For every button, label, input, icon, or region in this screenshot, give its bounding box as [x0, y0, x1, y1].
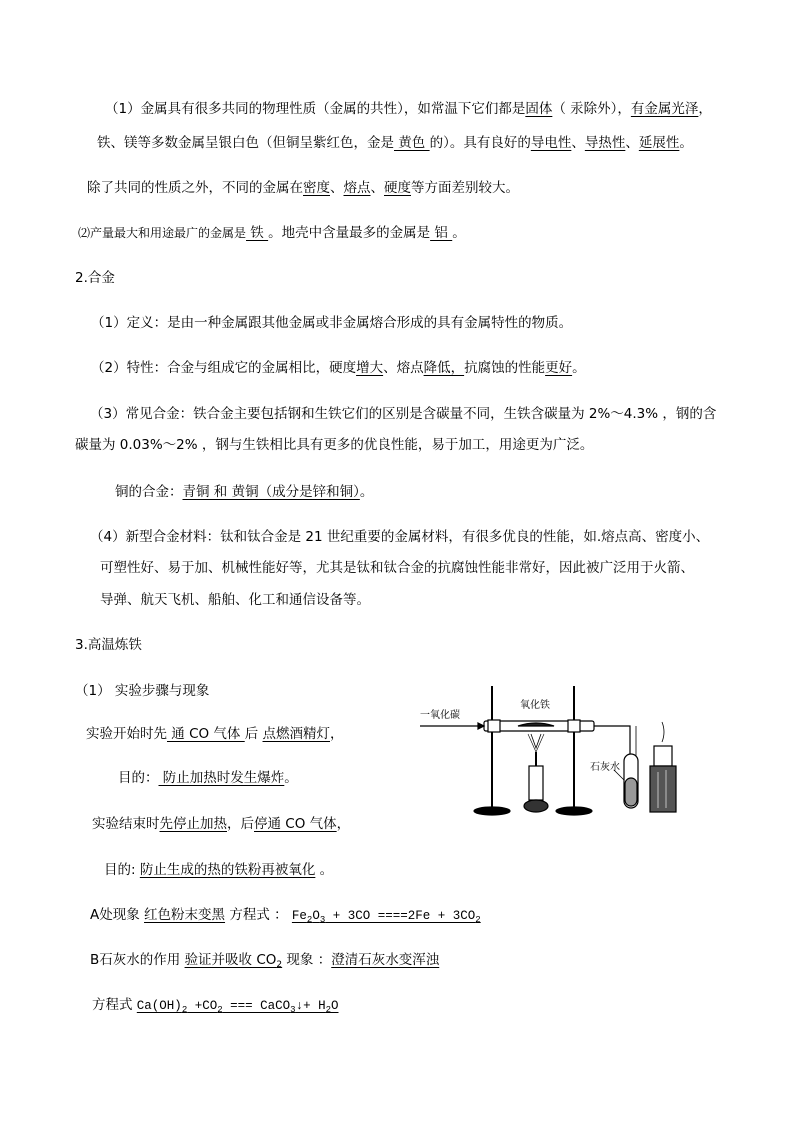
text: 。地壳中含量最多的金属是 [268, 225, 431, 241]
co-reduction-apparatus-diagram [418, 682, 696, 822]
text: （2）特性：合金与组成它的金属相比，硬度 [91, 360, 357, 376]
answer-limewater-turbid: 澄清石灰水变浑浊 [331, 952, 440, 968]
text: 等方面差别较大。 [411, 180, 519, 196]
answer-copper-alloys: 青铜 和 黄铜（成分是锌和铜） [182, 484, 360, 500]
answer-hardness: 硬度 [384, 180, 411, 196]
text: 现象 ： [282, 952, 332, 968]
answer-light-lamp: 点燃酒精灯 [262, 726, 331, 742]
label-limewater: 石灰水 [590, 762, 620, 773]
text: O [330, 999, 339, 1013]
text: ， [698, 101, 712, 117]
answer-stop-co: 停通 CO 气体 [254, 816, 337, 832]
phenomenon-a [90, 905, 481, 926]
metal-properties-line1 [105, 99, 712, 119]
co-inlet-arrow [478, 723, 484, 729]
common-alloys-line2: 碳量为 0.03%～2% ，钢与生铁相比具有更多的优良性能，易于加工，用途更为广泛。 [75, 437, 594, 453]
iron-oxide-sample [518, 723, 554, 726]
text: ， [336, 816, 351, 832]
text: +CO [187, 999, 218, 1013]
text: === CaCO [222, 999, 291, 1013]
text: （1）金属具有很多共同的物理性质（金属的共性），如常温下它们都是 [105, 101, 526, 117]
text: O [312, 909, 320, 923]
text: 2 [325, 1005, 331, 1015]
text: 2 [306, 915, 313, 925]
answer-conductivity: 导电性 [530, 135, 572, 151]
answer-aluminum: 铝 [430, 225, 453, 241]
text: 除了共同的性质之外，不同的金属在 [87, 180, 303, 196]
answer-prevent-explosion: 防止加热时发生爆炸 [158, 770, 285, 786]
alloy-features [91, 358, 586, 378]
answer-increase: 增大 [356, 360, 384, 376]
metal-properties-line2 [97, 133, 693, 153]
metal-differences-line [87, 178, 519, 198]
text: 、 [370, 180, 384, 196]
text: 。 [679, 135, 693, 151]
label-co: 一氧化碳 [420, 710, 460, 721]
text: 方程式 ： [225, 907, 292, 923]
section-heading-alloy: 2.合金 [75, 270, 115, 286]
new-alloys-line3: 导弹、航天飞机、船舶、化工和通信设备等。 [100, 592, 370, 608]
text: Ca(OH) [136, 999, 182, 1013]
text: 目的： [118, 770, 159, 786]
tail-flame [662, 722, 664, 742]
copper-alloys [115, 482, 373, 502]
text: 2 [475, 915, 481, 925]
text: ， [330, 726, 344, 742]
equation-b [137, 999, 339, 1013]
text: 实验结束时 [92, 816, 160, 832]
text: 3 [319, 915, 326, 925]
new-alloys-line1: （4）新型合金材料：钛和钛合金是 21 世纪重要的金属材料，有很多优良的性能，如.熔点高、密度小、 [90, 529, 710, 545]
answer-ductility: 延展性 [638, 135, 680, 151]
answer-prevent-oxidation: 防止生成的热的铁粉再被氧化 [139, 862, 316, 878]
text: 、 [571, 135, 585, 151]
left-clamp [488, 720, 500, 732]
text: + 3CO ====2Fe + 3CO [325, 909, 476, 923]
new-alloys-line2: 可塑性好、易于加、机械性能好等，尤其是钛和钛合金的抗腐蚀性能非常好，因此被广泛用于火箭、 [100, 560, 694, 576]
metal-abundance-line [78, 223, 466, 243]
text: 。 [452, 225, 466, 241]
step-start [86, 724, 344, 744]
equation-a [292, 909, 481, 923]
answer-gold-color: 黄色 [394, 135, 430, 151]
right-clamp [568, 720, 580, 732]
purpose-start [118, 768, 298, 788]
text: 目的: [104, 862, 140, 878]
answer-better: 更好 [545, 360, 573, 376]
flame-outer [528, 734, 544, 752]
text: 验证并吸收 CO [184, 952, 277, 968]
text: 铁、镁等多数金属呈银白色（但铜呈紫红色，金是 [97, 135, 394, 151]
text: 、熔点 [383, 360, 424, 376]
text: 后 [244, 726, 263, 742]
purpose-end [104, 860, 333, 880]
text: 2 [181, 1005, 188, 1015]
answer-pass-co: 通 CO 气体 [167, 726, 245, 742]
step-end [92, 814, 350, 834]
text: 的）。具有良好的 [429, 135, 531, 151]
answer-decrease: 降低， [423, 360, 465, 376]
text: ⑵产量最大和用途最广的金属是 [78, 226, 247, 240]
text: 。 [572, 360, 586, 376]
answer-stop-heating: 先停止加热 [159, 816, 227, 832]
limewater-role [90, 950, 439, 970]
common-alloys-line1: （3）常见合金：铁合金主要包括钢和生铁它们的区别是含碳量不同，生铁含碳量为 2%～4.3% ，钢的含 [90, 406, 717, 422]
text: A处现象 [90, 907, 145, 923]
text: （ 汞除外）， [552, 101, 631, 117]
text: ↓+ H [295, 999, 326, 1013]
lamp-body [529, 766, 543, 800]
text: 。 [284, 770, 298, 786]
text: B石灰水的作用 [90, 952, 185, 968]
burner-block [650, 766, 676, 812]
equation-b-line [92, 995, 339, 1016]
text: Fe [291, 909, 307, 923]
text: 方程式 [92, 997, 137, 1013]
answer-luster: 有金属光泽 [630, 101, 699, 117]
right-stand-base [556, 807, 592, 815]
text: 铜的合金： [115, 484, 183, 500]
text: 、 [330, 180, 344, 196]
text: 。 [359, 484, 374, 500]
text: 抗腐蚀的性能 [464, 360, 546, 376]
answer-melting-point: 熔点 [343, 180, 371, 196]
text: 、 [625, 135, 639, 151]
left-stand-base [474, 807, 510, 815]
lamp-base [524, 800, 548, 812]
answer-verify-co2 [185, 952, 283, 968]
text: 2 [276, 960, 283, 970]
answer-thermal: 导热性 [584, 135, 626, 151]
answer-solid: 固体 [525, 101, 553, 117]
text: 实验开始时先 [86, 726, 167, 742]
limewater [625, 778, 637, 806]
text: ，后 [227, 816, 254, 832]
answer-red-to-black: 红色粉末变黑 [144, 907, 226, 923]
flame [531, 734, 541, 748]
label-iron-oxide: 氧化铁 [520, 700, 550, 711]
answer-iron: 铁 [246, 225, 269, 241]
alloy-definition: （1）定义：是由一种金属跟其他金属或非金属熔合形成的具有金属特性的物质。 [91, 315, 573, 331]
text: 2 [217, 1005, 223, 1015]
text: 3 [290, 1005, 296, 1015]
section-heading-ironmaking: 3.高温炼铁 [75, 637, 142, 653]
subheading-steps: （1） 实验步骤与现象 [75, 683, 210, 699]
burner-cap [654, 746, 672, 766]
text: 。 [315, 862, 334, 878]
answer-density: 密度 [303, 180, 330, 196]
